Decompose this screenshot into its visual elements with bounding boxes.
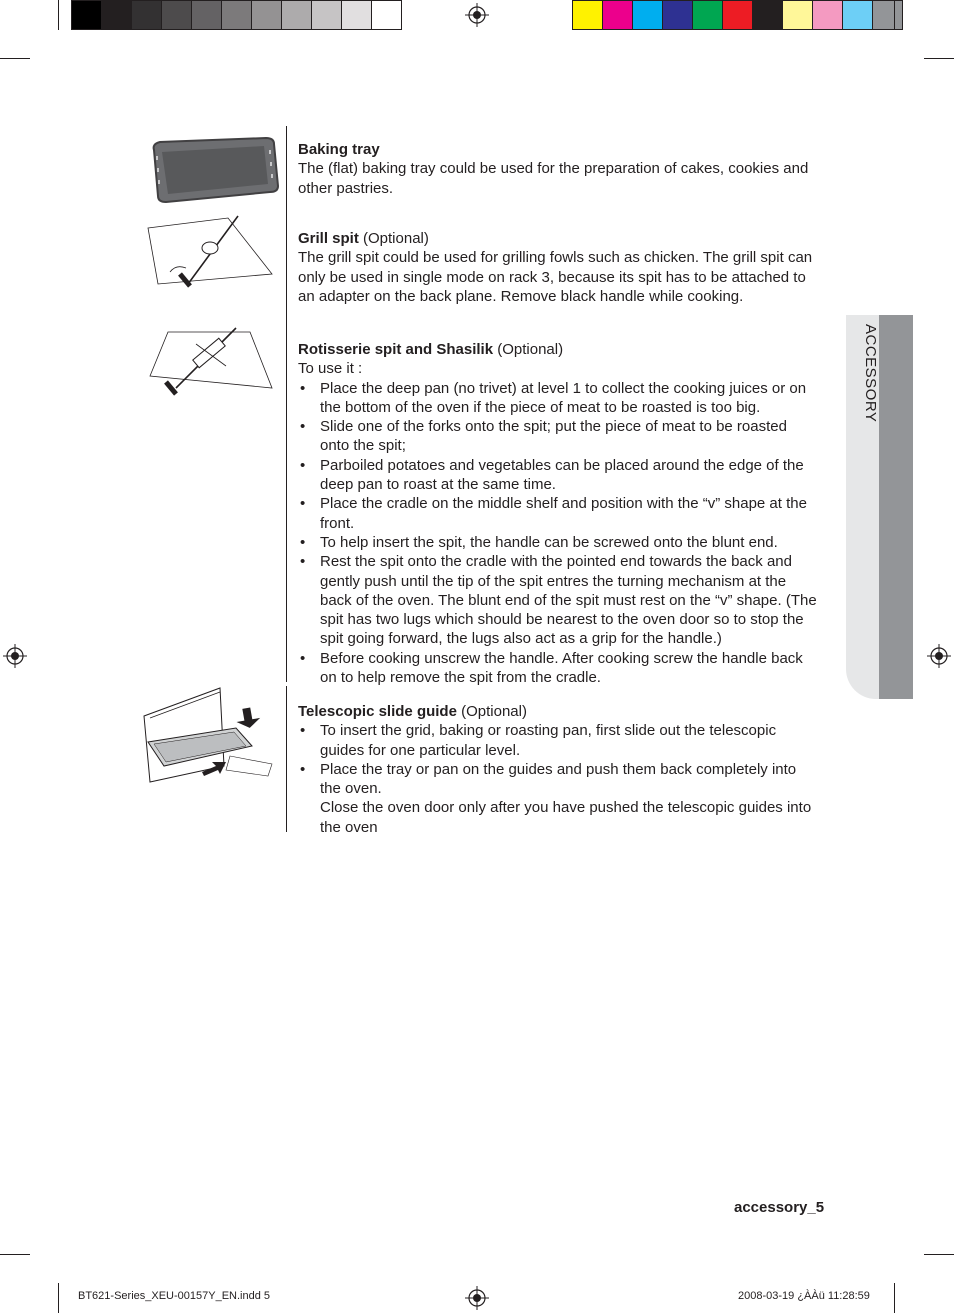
color-swatch <box>572 0 603 30</box>
section-baking-tray <box>140 126 830 212</box>
side-tab-strip <box>879 315 913 699</box>
rotisserie-text: Rotisserie spit and Shasilik (Optional) To use it : • Place the deep pan (no trivet) at level 1 to collect the cooking juices or on the bottom of the oven if the piece of meat to be roasted is too big. • Slide one of the forks onto the spit; put the piece of meat to be roasted onto the spit; • Parboiled potatoes and vegetables can be placed around the edge of the deep pan to roast at the same time. • Place the cradle on the middle shelf and position with the “v” shape at the front. • To help insert the spit, the handle can be screwed onto the blunt end. • Rest the spit onto the cradle with the pointed end towards the back and gently push until the tip of the spit entres the turning mechanism at the back of the oven. The blunt end of the spit must rest on the “v” shape. (The spit has two lugs which should be nearest to the oven door so to stop the spit going forward, the lugs also act as a grip for the handle.) • Before cooking unscrew the handle. After cooking screw the handle back on to help remove the spit from the cradle. <box>298 340 820 687</box>
registration-mark-icon <box>927 644 951 668</box>
section-title: Grill spit <box>298 230 359 247</box>
color-swatch <box>873 0 903 30</box>
crop-mark <box>924 58 954 59</box>
color-swatch <box>783 0 813 30</box>
section-title: Telescopic slide guide <box>298 703 457 720</box>
color-swatch <box>843 0 873 30</box>
registration-mark-icon <box>3 644 27 668</box>
color-swatch <box>282 0 312 30</box>
list-item: • To insert the grid, baking or roasting pan, first slide out the telescopic guides for one particular level. <box>298 721 820 760</box>
color-swatch <box>723 0 753 30</box>
color-swatch <box>252 0 282 30</box>
instruction-list <box>298 721 820 798</box>
registration-mark-icon <box>465 3 489 27</box>
color-swatch <box>813 0 843 30</box>
color-swatch <box>162 0 192 30</box>
color-swatch <box>71 0 102 30</box>
color-swatch <box>192 0 222 30</box>
list-item: • Parboiled potatoes and vegetables can be placed around the edge of the deep pan to roast at the same time. <box>298 456 820 495</box>
list-item: • Slide one of the forks onto the spit; put the piece of meat to be roasted onto the spit; <box>298 417 820 456</box>
grill-spit-text: Grill spit (Optional) The grill spit could be used for grilling fowls such as chicken. The grill spit can only be used in single mode on rack 3, because its spit has to be attached to an adapter on the back plane. Remove black handle while cooking. <box>298 229 820 306</box>
footer-timestamp: 2008-03-19 ¿ÀÀü 11:28:59 <box>738 1290 870 1302</box>
list-item: • Place the cradle on the middle shelf and position with the “v” shape at the front. <box>298 494 820 533</box>
footer-filename: BT621-Series_XEU-00157Y_EN.indd 5 <box>78 1290 271 1302</box>
telescopic-slide-guide-illustration <box>140 686 280 790</box>
color-swatch <box>603 0 633 30</box>
color-swatch <box>312 0 342 30</box>
color-swatch <box>132 0 162 30</box>
section-title: Rotisserie spit and Shasilik <box>298 341 494 358</box>
color-swatch <box>222 0 252 30</box>
crop-mark <box>894 1283 895 1313</box>
description: The (flat) baking tray could be used for the preparation of cakes, cookies and other pastries. <box>298 160 809 197</box>
list-item: • Rest the spit onto the cradle with the pointed end towards the back and gently push until the tip of the spit entres the turning mechanism at the back of the oven. The blunt end of the spit must rest on the “v” shape. (The spit has two lugs which should be nearest to the oven door so to stop the spit going forward, the lugs also act as a grip for the handle.) <box>298 552 820 648</box>
list-item: • Before cooking unscrew the handle. After cooking screw the handle back on to help remove the spit from the cradle. <box>298 649 820 688</box>
section-grill-spit <box>140 212 830 324</box>
color-swatch <box>342 0 372 30</box>
section-title: Baking tray <box>298 141 380 158</box>
process-color-bar <box>572 0 903 30</box>
crop-mark <box>0 1254 30 1255</box>
crop-mark <box>894 0 895 30</box>
color-swatch <box>663 0 693 30</box>
color-swatch <box>693 0 723 30</box>
baking-tray-text <box>298 140 820 198</box>
description: The grill spit could be used for grilling fowls such as chicken. The grill spit can only be used in single mode on rack 3, because its spit has to be attached to an adapter on the back plane. Remove black handle while cooking. <box>298 249 813 305</box>
crop-mark <box>58 1283 59 1313</box>
crop-mark <box>0 58 30 59</box>
grill-spit-illustration <box>140 214 280 294</box>
section-rotisserie-spit <box>140 324 830 687</box>
list-item: • To help insert the spit, the handle can be screwed onto the blunt end. <box>298 533 820 552</box>
list-item: • Place the deep pan (no trivet) at level 1 to collect the cooking juices or on the bottom of the oven if the piece of meat to be roasted is too big. <box>298 379 820 418</box>
intro: To use it : <box>298 360 363 378</box>
grayscale-color-bar <box>71 0 402 30</box>
color-swatch <box>633 0 663 30</box>
note: Close the oven door only after you have pushed the telescopic guides into the oven <box>320 799 812 836</box>
baking-tray-illustration <box>140 130 280 212</box>
rotisserie-spit-illustration <box>140 326 280 402</box>
telescopic-text: Telescopic slide guide (Optional) • To insert the grid, baking or roasting pan, first slide out the telescopic guides for one particular level. • Place the tray or pan on the guides and push them back completely into the oven. Close the oven door only after you have pushed the telescopic guides into the oven <box>298 702 820 837</box>
crop-mark <box>924 1254 954 1255</box>
list-item: • Place the tray or pan on the guides and push them back completely into the oven. <box>298 760 820 799</box>
crop-mark <box>58 0 59 30</box>
page-number: accessory_5 <box>734 1199 825 1216</box>
color-swatch <box>102 0 132 30</box>
side-tab-label: ACCESSORY <box>862 324 879 423</box>
section-telescopic-slide-guide <box>140 686 830 836</box>
color-swatch <box>372 0 402 30</box>
registration-mark-icon <box>465 1286 489 1310</box>
color-swatch <box>753 0 783 30</box>
instruction-list <box>298 379 820 688</box>
